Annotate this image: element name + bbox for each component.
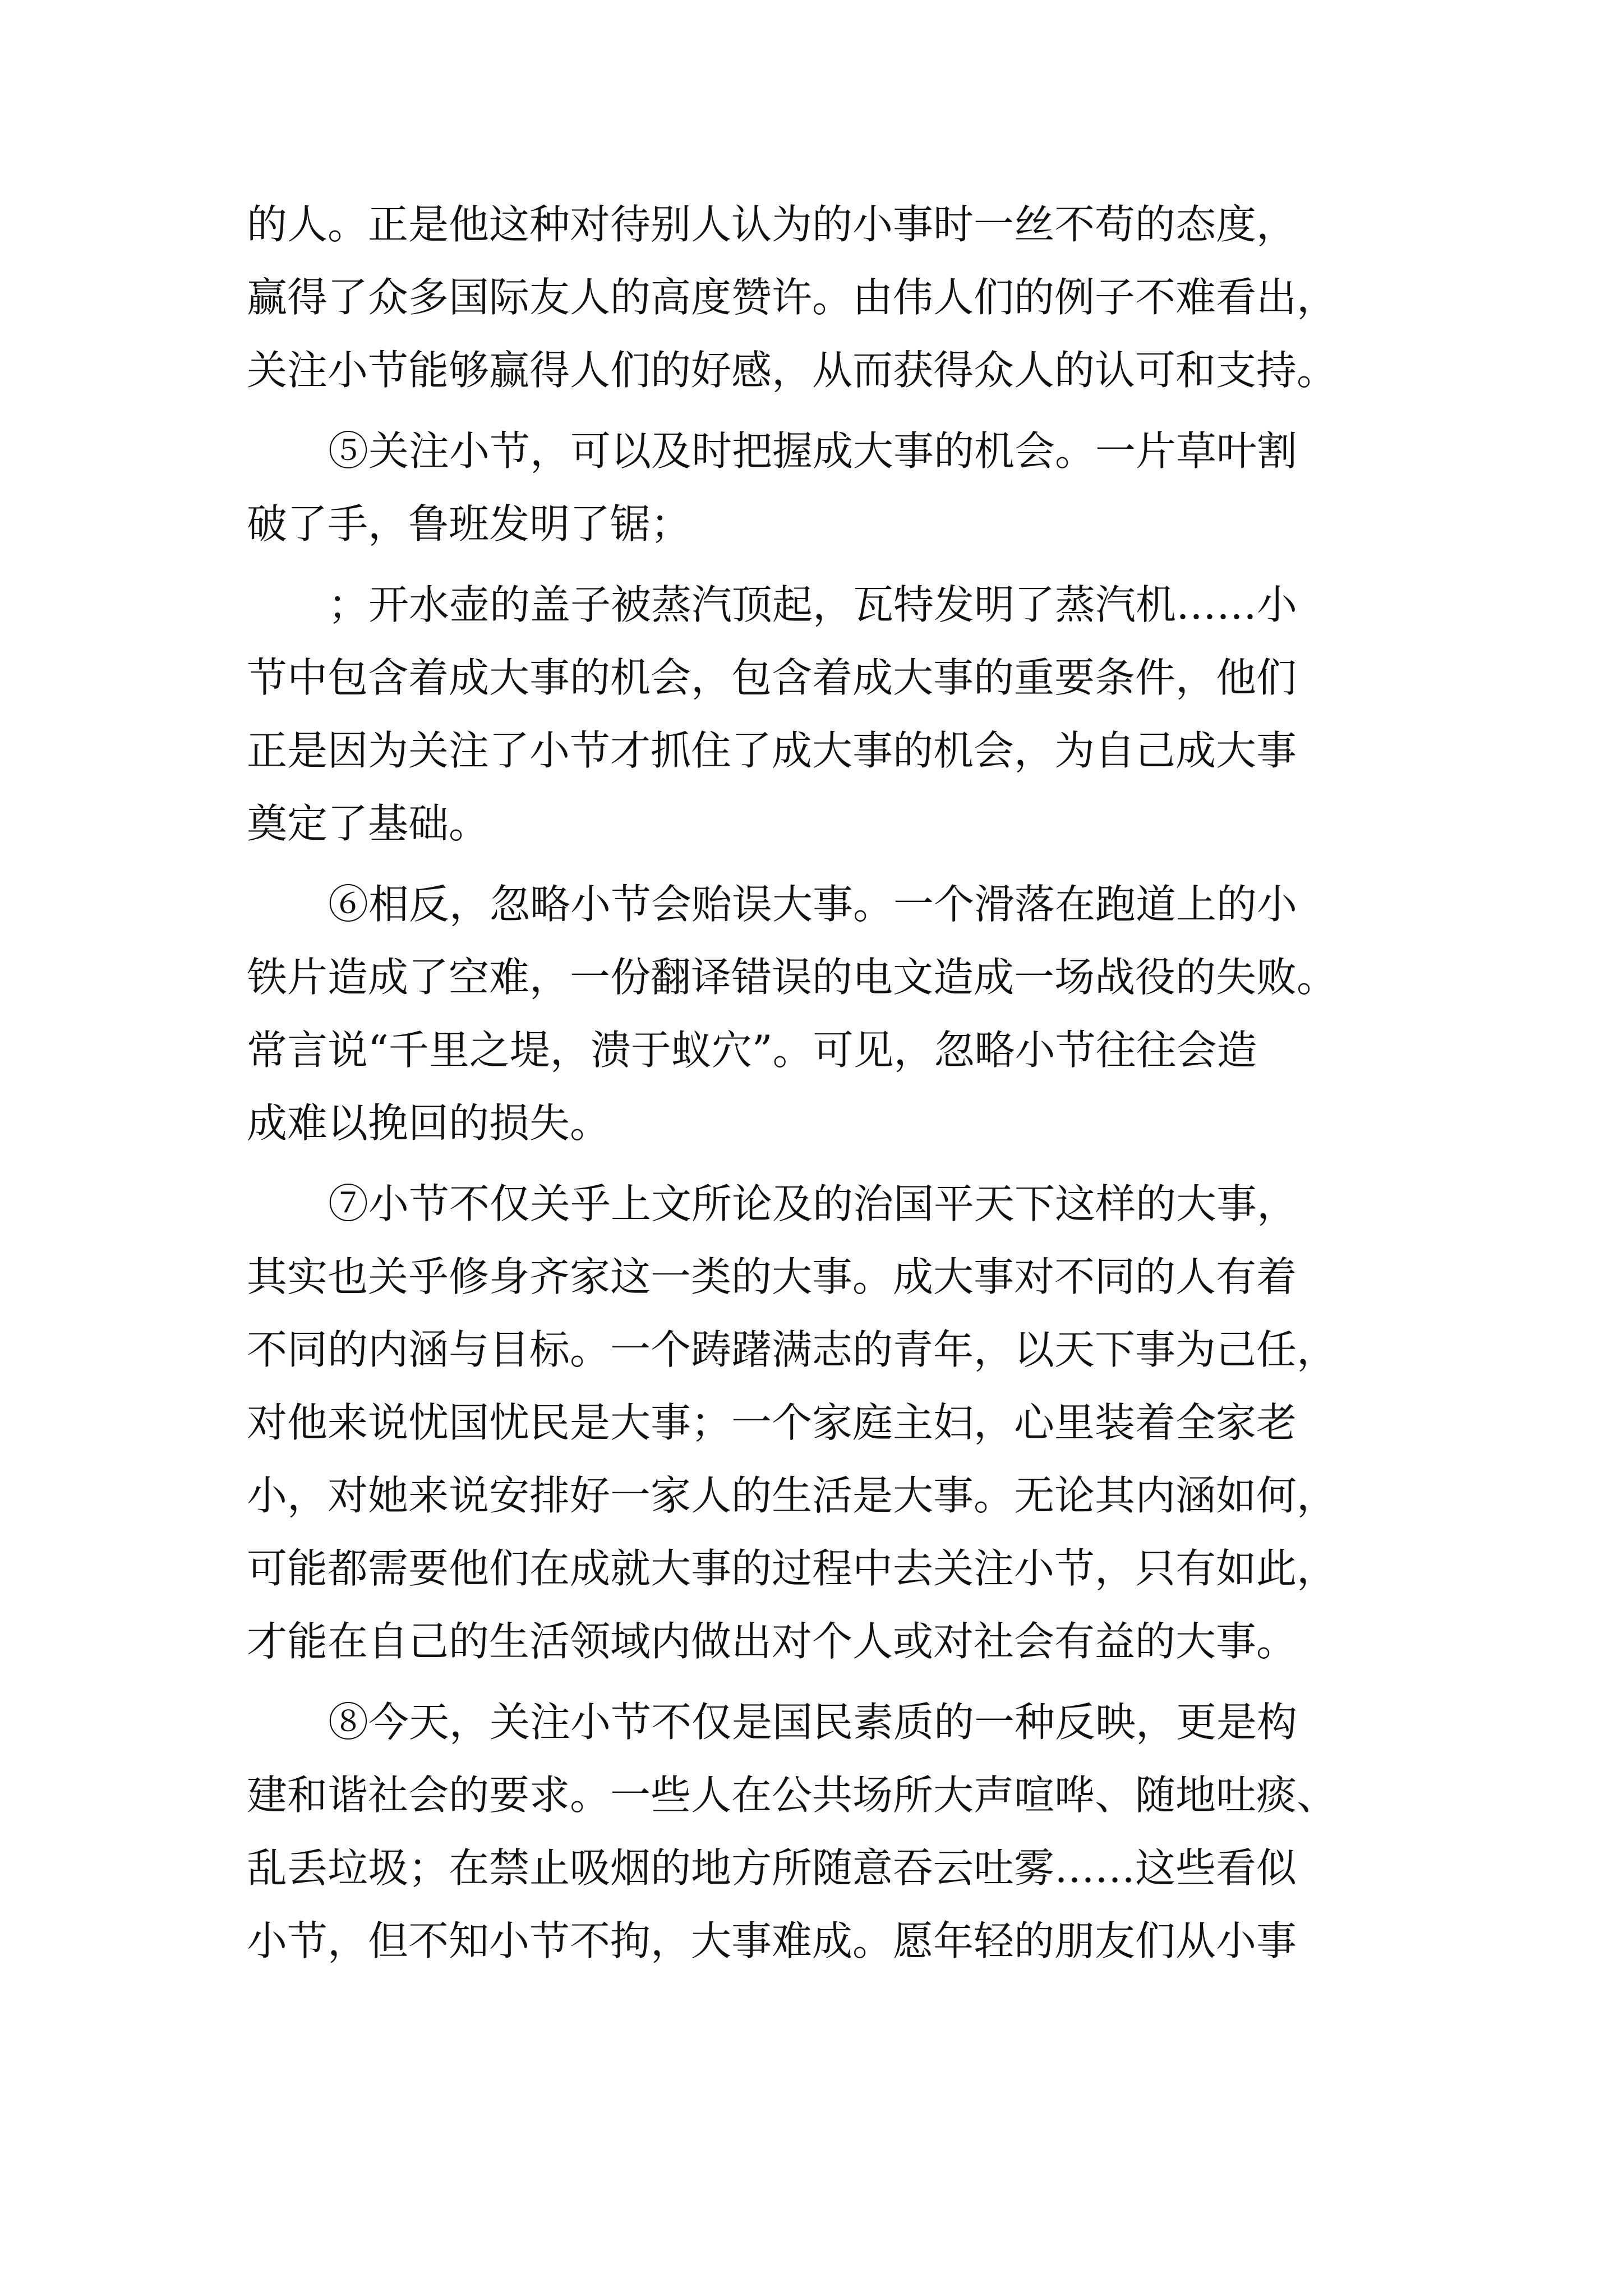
text-line: 不同的内涵与目标。一个踌躇满志的青年，以天下事为己任， (247, 1326, 1338, 1373)
text-line: 铁片造成了空难，一份翻译错误的电文造成一场战役的失败。 (247, 954, 1338, 1001)
text-line: 关注小节能够赢得人们的好感，从而获得众人的认可和支持。 (247, 347, 1338, 394)
paragraph-6-start: ⑥相反，忽略小节会贻误大事。一个滑落在跑道上的小 (328, 881, 1298, 928)
text-line: 乱丢垃圾；在禁止吸烟的地方所随意吞云吐雾……这些看似 (247, 1844, 1297, 1892)
text-line: 的人。正是他这种对待别人认为的小事时一丝不苟的态度， (247, 201, 1297, 248)
text-line: 其实也关乎修身齐家这一类的大事。成大事对不同的人有着 (247, 1253, 1297, 1300)
text-line: 小，对她来说安排好一家人的生活是大事。无论其内涵如何， (247, 1472, 1338, 1519)
text-line: 建和谐社会的要求。一些人在公共场所大声喧哗、随地吐痰、 (247, 1772, 1338, 1819)
text-line: 赢得了众多国际友人的高度赞许。由伟人们的例子不难看出， (247, 274, 1338, 321)
text-line: ；开水壶的盖子被蒸汽顶起，瓦特发明了蒸汽机……小 (328, 581, 1298, 628)
text-line: 正是因为关注了小节才抓住了成大事的机会，为自己成大事 (247, 727, 1297, 774)
text-line: 节中包含着成大事的机会，包含着成大事的重要条件，他们 (247, 654, 1297, 701)
paragraph-5-start: ⑤关注小节，可以及时把握成大事的机会。一片草叶割 (328, 427, 1298, 475)
text-line: 奠定了基础。 (247, 800, 490, 847)
text-line: 常言说“千里之堤，溃于蚁穴”。可见，忽略小节往往会造 (247, 1027, 1257, 1074)
text-line: 对他来说忧国忧民是大事；一个家庭主妇，心里装着全家老 (247, 1399, 1297, 1446)
text-line: 破了手，鲁班发明了锯； (247, 500, 691, 547)
paragraph-7-start: ⑦小节不仅关乎上文所论及的治国平天下这样的大事， (328, 1180, 1298, 1227)
text-line: 小节，但不知小节不拘，大事难成。愿年轻的朋友们从小事 (247, 1917, 1297, 1964)
document-text (247, 188, 1453, 1977)
text-line: 可能都需要他们在成就大事的过程中去关注小节，只有如此， (247, 1545, 1338, 1592)
text-line: 成难以挽回的损失。 (247, 1099, 611, 1147)
text-line: 才能在自己的生活领域内做出对个人或对社会有益的大事。 (247, 1618, 1297, 1665)
paragraph-8-start: ⑧今天，关注小节不仅是国民素质的一种反映，更是构 (328, 1699, 1298, 1746)
